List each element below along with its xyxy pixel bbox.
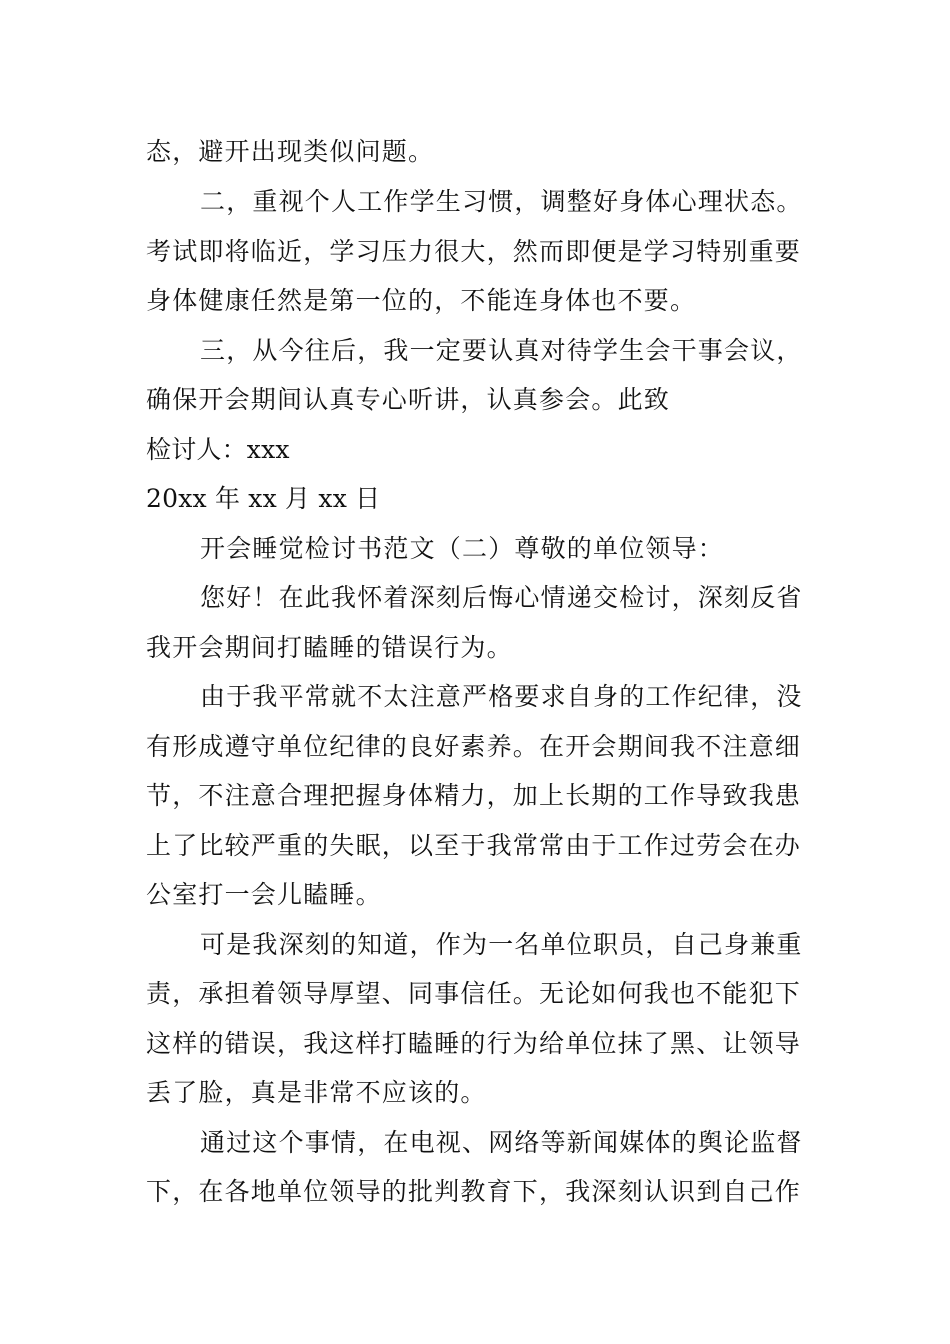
text-line: 二，重视个人工作学生习惯，调整好身体心理状态。 bbox=[200, 187, 803, 216]
text-line: 身体健康任然是第一位的，不能连身体也不要。 bbox=[146, 286, 697, 315]
text-line: 由于我平常就不太注意严格要求自身的工作纪律，没 bbox=[200, 682, 803, 711]
text-line: 有形成遵守单位纪律的良好素养。在开会期间我不注意细 bbox=[146, 732, 802, 761]
text-line: 这样的错误，我这样打瞌睡的行为给单位抹了黑、让领导 bbox=[146, 1029, 802, 1058]
text-line: 可是我深刻的知道，作为一名单位职员，自己身兼重 bbox=[200, 930, 803, 959]
text-line: 上了比较严重的失眠，以至于我常常由于工作过劳会在办 bbox=[146, 831, 802, 860]
text-line: 您好！在此我怀着深刻后悔心情递交检讨，深刻反省 bbox=[200, 583, 803, 612]
text-line: 下，在各地单位领导的批判教育下，我深刻认识到自己作 bbox=[146, 1177, 802, 1206]
date-line: 20xx 年 xx 月 xx 日 bbox=[146, 484, 381, 513]
text-line: 通过这个事情，在电视、网络等新闻媒体的舆论监督 bbox=[200, 1128, 803, 1157]
text-line: 节，不注意合理把握身体精力，加上长期的工作导致我患 bbox=[146, 781, 802, 810]
text-line: 三，从今往后，我一定要认真对待学生会干事会议， bbox=[200, 336, 803, 365]
signature-line: 检讨人：xxx bbox=[146, 435, 290, 464]
text-line: 丢了脸，真是非常不应该的。 bbox=[146, 1078, 487, 1107]
text-line: 确保开会期间认真专心听讲，认真参会。此致 bbox=[146, 385, 671, 414]
section-heading: 开会睡觉检讨书范文（二）尊敬的单位领导： bbox=[200, 534, 725, 563]
text-line: 责，承担着领导厚望、同事信任。无论如何我也不能犯下 bbox=[146, 979, 802, 1008]
text-line: 我开会期间打瞌睡的错误行为。 bbox=[146, 633, 513, 662]
text-line: 考试即将临近，学习压力很大，然而即便是学习特别重要 bbox=[146, 237, 802, 266]
text-line: 公室打一会儿瞌睡。 bbox=[146, 880, 382, 909]
text-line: 态，避开出现类似问题。 bbox=[146, 137, 435, 166]
